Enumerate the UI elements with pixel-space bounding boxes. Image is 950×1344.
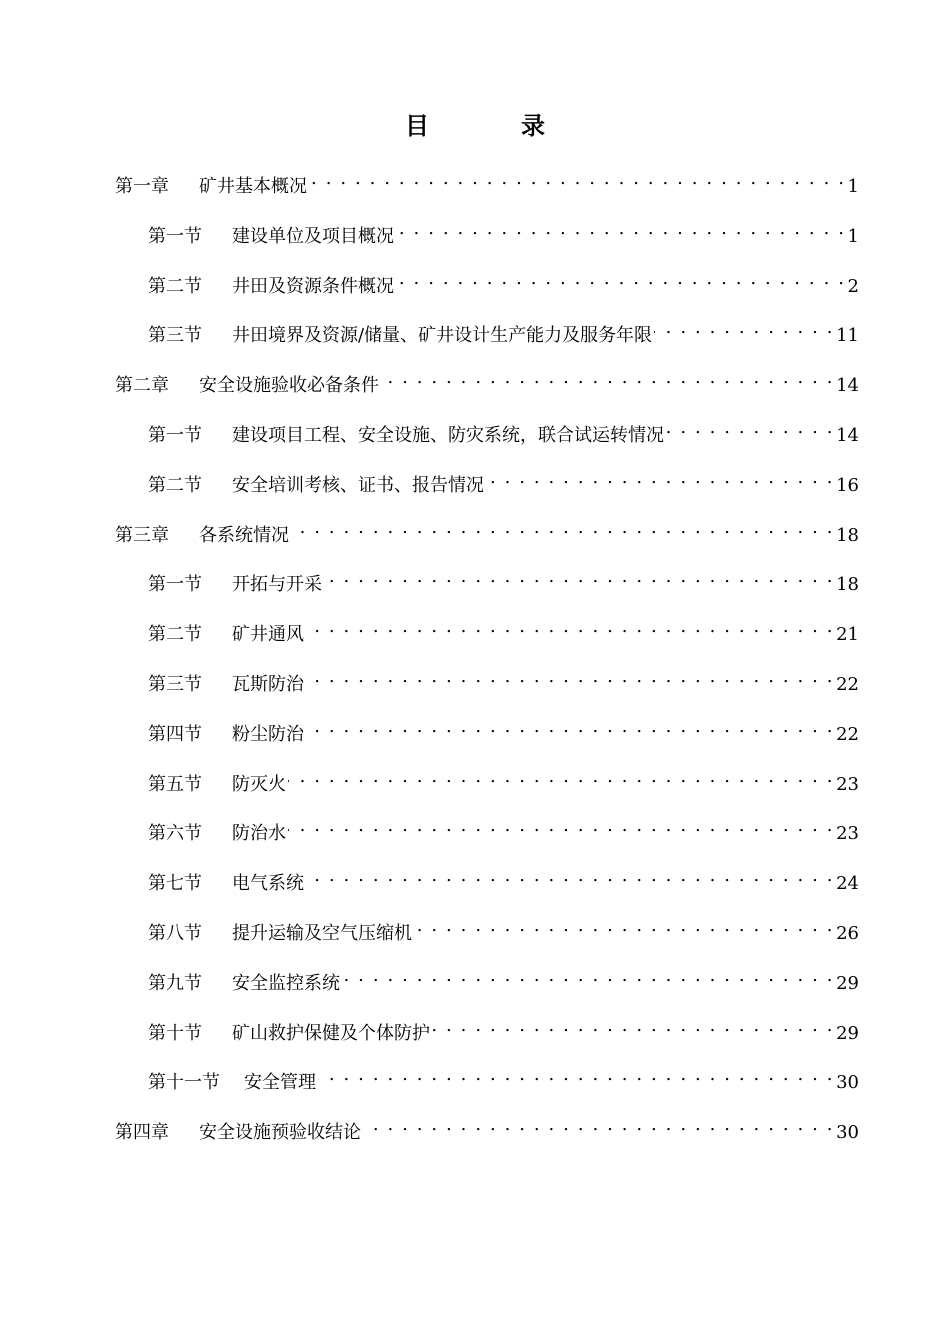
- toc-chapter-entry[interactable]: [115, 365, 859, 397]
- toc-entry-page-number: 21: [836, 624, 859, 646]
- toc-entry-number: 第十一节: [148, 1072, 220, 1094]
- toc-entry-number: 第二节: [148, 624, 202, 646]
- toc-entry-page-number: 22: [836, 674, 859, 695]
- toc-entry-number: 第三节: [148, 325, 202, 347]
- toc-entry-page-number: 14: [836, 375, 859, 397]
- toc-entry-page-number: 29: [836, 1022, 859, 1044]
- toc-entry-number: 第十节: [148, 1022, 202, 1044]
- toc-entry-number: 第八节: [148, 923, 202, 944]
- toc-section-entry[interactable]: [148, 664, 859, 695]
- toc-entry-number: 第四节: [148, 723, 202, 745]
- toc-entry-page-number: 18: [836, 574, 859, 596]
- toc-section-entry[interactable]: [148, 1062, 859, 1094]
- toc-section-entry[interactable]: [148, 714, 859, 745]
- toc-dot-leader: [306, 714, 834, 740]
- toc-section-entry[interactable]: [148, 315, 859, 347]
- toc-section-entry[interactable]: [148, 764, 859, 795]
- toc-dot-leader: [396, 266, 846, 292]
- toc-entry-number: 第一节: [148, 574, 202, 596]
- toc-entry-title: 电气系统: [232, 873, 304, 895]
- toc-entry-title: 建设项目工程、安全设施、防灾系统，联合试运转情况: [232, 425, 664, 446]
- toc-entry-title: 井田境界及资源/储量、矿井设计生产能力及服务年限: [232, 325, 653, 347]
- toc-entry-number: 第七节: [148, 873, 202, 895]
- toc-dot-leader: [414, 913, 834, 939]
- toc-entry-number: 第一章: [115, 176, 169, 197]
- toc-section-entry[interactable]: [148, 266, 859, 297]
- toc-dot-leader: [381, 365, 834, 391]
- toc-entry-page-number: 24: [836, 873, 859, 895]
- toc-section-entry[interactable]: [148, 614, 859, 646]
- toc-section-entry[interactable]: [148, 415, 859, 446]
- toc-entry-page-number: 26: [836, 923, 859, 944]
- toc-section-entry[interactable]: [148, 1013, 859, 1044]
- toc-dot-leader: [318, 1062, 834, 1088]
- toc-entry-page-number: 16: [836, 474, 859, 496]
- toc-dot-leader: [324, 564, 834, 590]
- toc-entry-number: 第九节: [148, 972, 202, 994]
- toc-entry-page-number: 2: [847, 275, 859, 297]
- toc-entry-title: 安全设施预验收结论: [199, 1122, 361, 1144]
- toc-entry-page-number: 14: [836, 425, 859, 446]
- toc-dot-leader: [666, 415, 834, 441]
- toc-entry-page-number: 23: [836, 773, 859, 795]
- toc-entry-number: 第六节: [148, 823, 202, 845]
- toc-dot-leader: [306, 664, 834, 690]
- toc-entry-page-number: 1: [847, 225, 859, 247]
- toc-entry-number: 第一节: [148, 425, 202, 446]
- toc-entry-number: 第一节: [148, 225, 202, 247]
- toc-dot-leader: [306, 863, 834, 889]
- toc-section-entry[interactable]: [148, 963, 859, 994]
- toc-entry-number: 第四章: [115, 1122, 169, 1144]
- toc-entry-page-number: 22: [836, 723, 859, 745]
- toc-section-entry[interactable]: [148, 863, 859, 895]
- toc-entry-number: 第二章: [115, 375, 169, 397]
- toc-entry-title: 矿山救护保健及个体防护: [232, 1022, 430, 1044]
- toc-section-entry[interactable]: [148, 465, 859, 496]
- toc-entry-number: 第二节: [148, 474, 202, 496]
- toc-entry-page-number: 30: [836, 1072, 859, 1094]
- toc-dot-leader: [486, 465, 834, 491]
- toc-dot-leader: [363, 1112, 834, 1138]
- toc-dot-leader: [342, 963, 834, 989]
- toc-entry-title: 安全监控系统: [232, 972, 340, 994]
- toc-entry-title: 安全管理: [244, 1072, 316, 1094]
- toc-entry-title: 安全设施验收必备条件: [199, 375, 379, 397]
- toc-entry-number: 第三节: [148, 674, 202, 695]
- toc-chapter-entry[interactable]: [115, 515, 859, 546]
- toc-entry-title: 瓦斯防治: [232, 674, 304, 695]
- toc-entry-number: 第三章: [115, 524, 169, 546]
- toc-dot-leader: [432, 1013, 834, 1039]
- toc-dot-leader: [291, 515, 834, 541]
- toc-entry-number: 第二节: [148, 275, 202, 297]
- toc-entry-page-number: 23: [836, 823, 859, 845]
- toc-entry-title: 提升运输及空气压缩机: [232, 923, 412, 944]
- toc-section-entry[interactable]: [148, 913, 859, 944]
- toc-chapter-entry[interactable]: [115, 1112, 859, 1144]
- toc-entry-page-number: 30: [836, 1122, 859, 1144]
- toc-entry-number: 第五节: [148, 773, 202, 795]
- toc-entry-page-number: 1: [847, 176, 859, 197]
- toc-dot-leader: [309, 166, 846, 192]
- toc-dot-leader: [288, 813, 834, 839]
- toc-entry-title: 建设单位及项目概况: [232, 225, 394, 247]
- toc-dot-leader: [654, 315, 834, 341]
- toc-entry-title: 防治水: [232, 823, 286, 845]
- toc-dot-leader: [306, 614, 834, 640]
- toc-section-entry[interactable]: [148, 813, 859, 845]
- toc-entry-title: 粉尘防治: [232, 723, 304, 745]
- toc-dot-leader: [288, 764, 834, 790]
- page-title: 目 录: [405, 111, 579, 140]
- toc-section-entry[interactable]: [148, 216, 859, 247]
- toc-entry-title: 开拓与开采: [232, 574, 322, 596]
- toc-entry-title: 矿井通风: [232, 624, 304, 646]
- toc-entry-page-number: 18: [836, 524, 859, 546]
- toc-entry-title: 安全培训考核、证书、报告情况: [232, 474, 484, 496]
- toc-entry-title: 各系统情况: [199, 524, 289, 546]
- toc-chapter-entry[interactable]: [115, 166, 859, 197]
- toc-entry-page-number: 11: [836, 325, 859, 347]
- toc-section-entry[interactable]: [148, 564, 859, 596]
- toc-entry-title: 矿井基本概况: [199, 176, 307, 197]
- toc-entry-title: 井田及资源条件概况: [232, 275, 394, 297]
- toc-entry-page-number: 29: [836, 972, 859, 994]
- toc-entry-title: 防灭火: [232, 773, 286, 795]
- toc-dot-leader: [396, 216, 846, 242]
